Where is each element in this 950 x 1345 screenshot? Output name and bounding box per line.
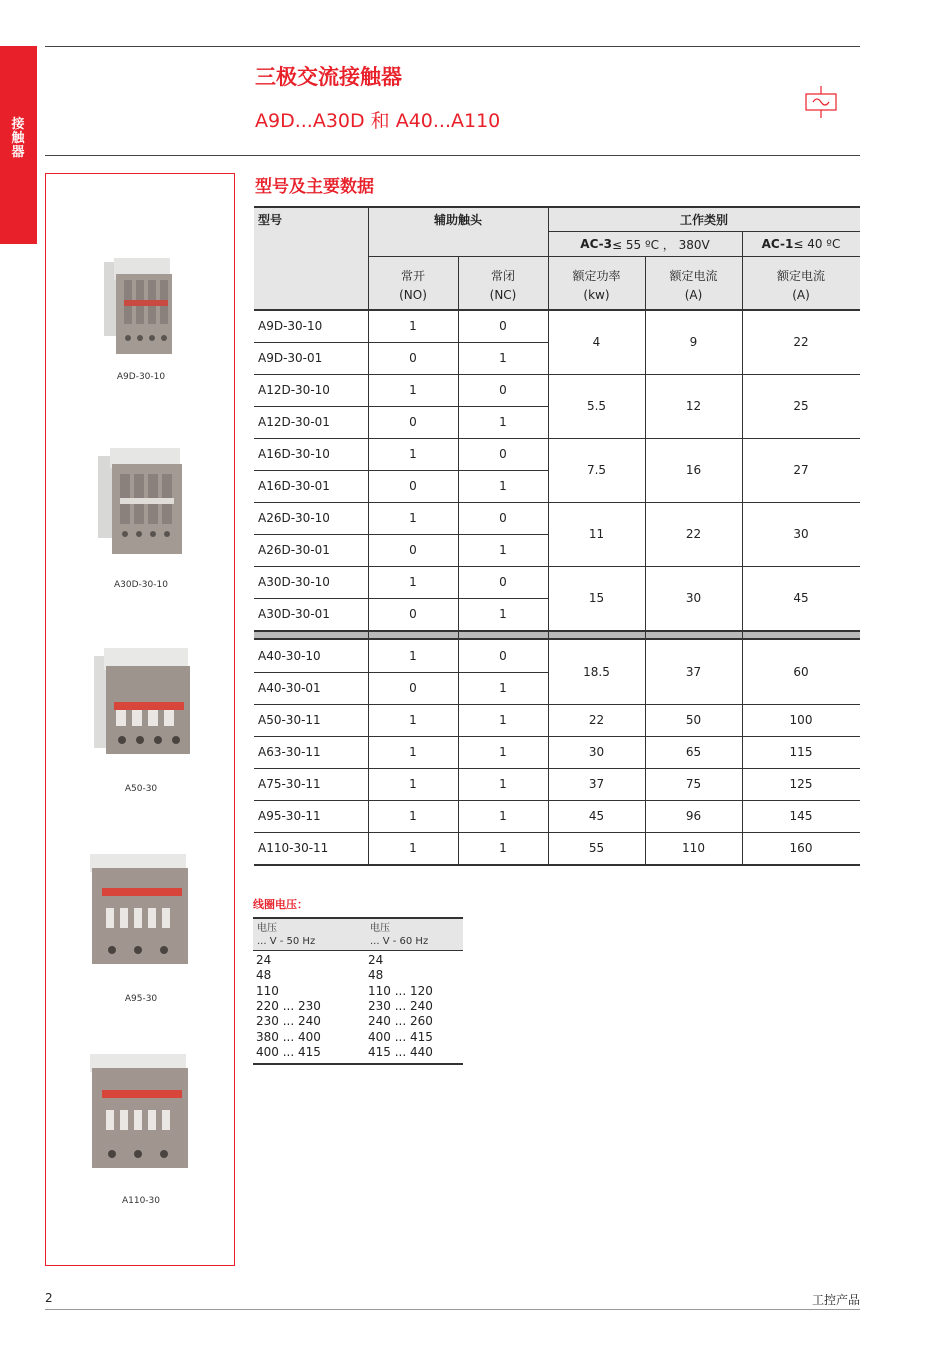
- coil-60hz-value: 415 ... 440: [368, 1044, 433, 1059]
- table-row-no: 0: [409, 479, 417, 493]
- side-tab-label: 接触器: [11, 117, 25, 160]
- table-row-current-ac3: 96: [685, 809, 702, 823]
- header-no: 常开: [400, 268, 425, 283]
- coil-50hz-value: 220 ... 230: [256, 998, 321, 1013]
- table-row-model: A12D-30-01: [258, 415, 330, 429]
- table-row-rule: [254, 672, 548, 673]
- table-row-nc: 1: [499, 543, 507, 557]
- table-row-model: A40-30-10: [258, 649, 321, 663]
- table-row-no: 1: [409, 383, 417, 397]
- header-bottom-rule: [254, 309, 860, 311]
- column-rule: [548, 206, 549, 864]
- table-row-no: 1: [409, 777, 417, 791]
- table-row-rule: [254, 342, 548, 343]
- contactor-a95-image: [88, 850, 190, 968]
- product-label: A95-30: [124, 994, 158, 1004]
- table-row-model: A30D-30-01: [258, 607, 330, 621]
- product-label: A50-30: [124, 784, 158, 794]
- table-row-current-ac1: 100: [789, 713, 813, 727]
- coil-50hz-value: 24: [256, 953, 272, 967]
- header-no-unit: (NO): [399, 288, 427, 302]
- table-row-model: A75-30-11: [258, 777, 321, 791]
- coil-voltage-title: 线圈电压：: [253, 898, 308, 911]
- group-current-ac1: 30: [793, 527, 809, 541]
- table-row-model: A16D-30-10: [258, 447, 330, 461]
- table-row-no: 0: [409, 415, 417, 429]
- table-row-current-ac1: 145: [789, 809, 813, 823]
- table-row-nc: 0: [499, 575, 507, 589]
- table-row-model: A40-30-01: [258, 681, 321, 695]
- header-nc: 常闭: [490, 268, 515, 283]
- coil-50hz-value: 48: [256, 968, 272, 983]
- table-row-current-ac1: 115: [789, 745, 813, 759]
- ac1-condition: ≤ 40 ºC: [793, 237, 841, 251]
- group-current-ac1: 25: [793, 399, 809, 413]
- table-row-no: 1: [409, 713, 417, 727]
- table-row-model: A9D-30-10: [258, 319, 323, 333]
- table-row-rule: [254, 534, 548, 535]
- table-row-nc: 1: [499, 351, 507, 365]
- header-rule: [548, 231, 860, 232]
- table-row-nc: 1: [499, 415, 507, 429]
- table-row-no: 1: [409, 809, 417, 823]
- group-current-ac3: 37: [685, 665, 702, 679]
- table-row-no: 1: [409, 649, 417, 663]
- coil-60hz-value: 400 ... 415: [368, 1029, 433, 1044]
- ac3-label: AC-3: [580, 237, 612, 251]
- table-row-model: A16D-30-01: [258, 479, 330, 493]
- column-rule: [645, 256, 646, 864]
- coil-symbol-icon: [805, 86, 837, 118]
- table-row-nc: 1: [499, 681, 507, 695]
- coil-table-body: [253, 953, 463, 1065]
- table-row-nc: 1: [499, 841, 507, 855]
- table-row-no: 1: [409, 319, 417, 333]
- table-row-nc: 0: [499, 319, 507, 333]
- column-rule: [742, 231, 743, 864]
- coil-60hz-value: 110 ... 120: [368, 983, 433, 998]
- product-label: A9D-30-10: [116, 372, 166, 382]
- table-row-rule: [254, 598, 548, 599]
- group-current-ac3: 16: [685, 463, 702, 477]
- header-nc-unit: (NC): [489, 288, 517, 302]
- table-row-current-ac1: 160: [789, 841, 813, 855]
- table-row-no: 1: [409, 447, 417, 461]
- page-subtitle: A9D...A30D 和 A40...A110: [255, 110, 501, 132]
- column-rule: [458, 256, 459, 864]
- table-row-nc: 0: [499, 383, 507, 397]
- table-row-no: 0: [409, 543, 417, 557]
- group-current-ac1: 45: [793, 591, 809, 605]
- group-current-ac1: 22: [793, 335, 809, 349]
- table-row-rule: [254, 832, 860, 833]
- header-model: 型号: [258, 212, 283, 227]
- coil-60hz-value: 230 ... 240: [368, 998, 433, 1013]
- table-row-model: A50-30-11: [258, 713, 321, 727]
- table-row-rule: [254, 768, 860, 769]
- group-power: 7.5: [586, 463, 607, 477]
- header-rule: [368, 256, 860, 257]
- group-current-ac3: 22: [685, 527, 702, 541]
- table-row-nc: 1: [499, 607, 507, 621]
- table-row-no: 1: [409, 745, 417, 759]
- header-current-ac3: 额定电流: [669, 268, 718, 283]
- header-ac1: [742, 232, 860, 256]
- contactor-a110-image: [88, 1050, 190, 1172]
- header-rule: [45, 155, 860, 156]
- section-title: 型号及主要数据: [255, 177, 374, 197]
- group-power: 11: [588, 527, 605, 541]
- table-row-rule: [254, 470, 548, 471]
- header-current-ac1-unit: (A): [792, 288, 810, 302]
- table-row-nc: 1: [499, 809, 507, 823]
- table-row-current-ac3: 75: [685, 777, 702, 791]
- page-title: 三极交流接触器: [255, 65, 402, 89]
- header-current-ac1: 额定电流: [776, 268, 825, 283]
- table-row-nc: 1: [499, 479, 507, 493]
- table-row-nc: 0: [499, 649, 507, 663]
- footer-label: 工控产品: [811, 1293, 860, 1307]
- table-row-nc: 1: [499, 713, 507, 727]
- table-row-model: A12D-30-10: [258, 383, 330, 397]
- coil-60hz-value: 24: [368, 953, 384, 967]
- group-power: 4: [592, 335, 601, 349]
- coil-table-header: [253, 917, 463, 951]
- table-row-no: 0: [409, 681, 417, 695]
- table-row-no: 1: [409, 575, 417, 589]
- table-row-power: 45: [588, 809, 605, 823]
- product-label: A30D-30-10: [114, 580, 168, 590]
- table-row-current-ac1: 125: [789, 777, 813, 791]
- coil-head-50-b: ... V - 50 Hz: [257, 936, 316, 947]
- contactor-a50-image: [92, 646, 192, 756]
- table-row-rule: [254, 704, 860, 705]
- table-row-power: 55: [588, 841, 605, 855]
- table-row-no: 0: [409, 351, 417, 365]
- section-separator: [254, 630, 860, 640]
- table-row-nc: 0: [499, 447, 507, 461]
- header-aux-contacts: 辅助触头: [433, 212, 482, 227]
- footer-rule: [45, 1309, 860, 1310]
- table-row-model: A9D-30-01: [258, 351, 323, 365]
- top-rule: [45, 46, 860, 47]
- table-row-power: 22: [588, 713, 605, 727]
- group-power: 18.5: [583, 665, 610, 679]
- table-row-current-ac3: 50: [685, 713, 702, 727]
- group-current-ac1: 27: [793, 463, 809, 477]
- coil-50hz-value: 230 ... 240: [256, 1014, 321, 1029]
- table-bottom-rule: [254, 864, 860, 866]
- page-number: 2: [45, 1291, 53, 1305]
- table-row-power: 30: [588, 745, 605, 759]
- table-row-no: 1: [409, 841, 417, 855]
- product-image-panel: [45, 173, 235, 1266]
- ac3-condition: ≤ 55 ºC ， 380V: [611, 237, 710, 252]
- contactor-a30d-image: [96, 446, 186, 556]
- coil-head-60-a: 电压: [370, 923, 390, 934]
- header-category: 工作类别: [679, 212, 728, 227]
- coil-60hz-value: 240 ... 260: [368, 1014, 433, 1029]
- table-row-rule: [254, 736, 860, 737]
- group-power: 15: [588, 591, 605, 605]
- table-row-no: 0: [409, 607, 417, 621]
- group-current-ac1: 60: [793, 665, 809, 679]
- coil-50hz-value: 400 ... 415: [256, 1044, 321, 1059]
- table-row-model: A110-30-11: [258, 841, 329, 855]
- header-ac3: [548, 232, 742, 256]
- table-row-model: A63-30-11: [258, 745, 321, 759]
- group-current-ac3: 9: [689, 335, 698, 349]
- group-current-ac3: 12: [685, 399, 702, 413]
- coil-50hz-value: 110: [256, 983, 279, 998]
- header-power: 额定功率: [572, 268, 621, 283]
- table-row-current-ac3: 65: [685, 745, 702, 759]
- contactor-a9d-image: [100, 258, 176, 358]
- table-row-nc: 1: [499, 777, 507, 791]
- table-row-nc: 1: [499, 745, 507, 759]
- coil-60hz-value: 48: [368, 968, 384, 983]
- table-row-rule: [254, 406, 548, 407]
- table-row-rule: [254, 800, 860, 801]
- table-row-model: A30D-30-10: [258, 575, 330, 589]
- table-row-model: A95-30-11: [258, 809, 321, 823]
- header-power-unit: (kw): [583, 288, 610, 302]
- group-power: 5.5: [586, 399, 607, 413]
- table-row-model: A26D-30-10: [258, 511, 330, 525]
- table-row-no: 1: [409, 511, 417, 525]
- product-label: A110-30: [121, 1196, 161, 1206]
- group-current-ac3: 30: [685, 591, 702, 605]
- table-row-model: A26D-30-01: [258, 543, 330, 557]
- table-row-current-ac3: 110: [682, 841, 705, 855]
- table-row-nc: 0: [499, 511, 507, 525]
- coil-head-50-a: 电压: [257, 923, 277, 934]
- coil-50hz-value: 380 ... 400: [256, 1029, 321, 1044]
- column-rule: [368, 206, 369, 864]
- table-row-power: 37: [588, 777, 605, 791]
- header-current-ac3-unit: (A): [684, 288, 703, 302]
- coil-head-60-b: ... V - 60 Hz: [370, 936, 429, 947]
- ac1-label: AC-1: [761, 237, 794, 251]
